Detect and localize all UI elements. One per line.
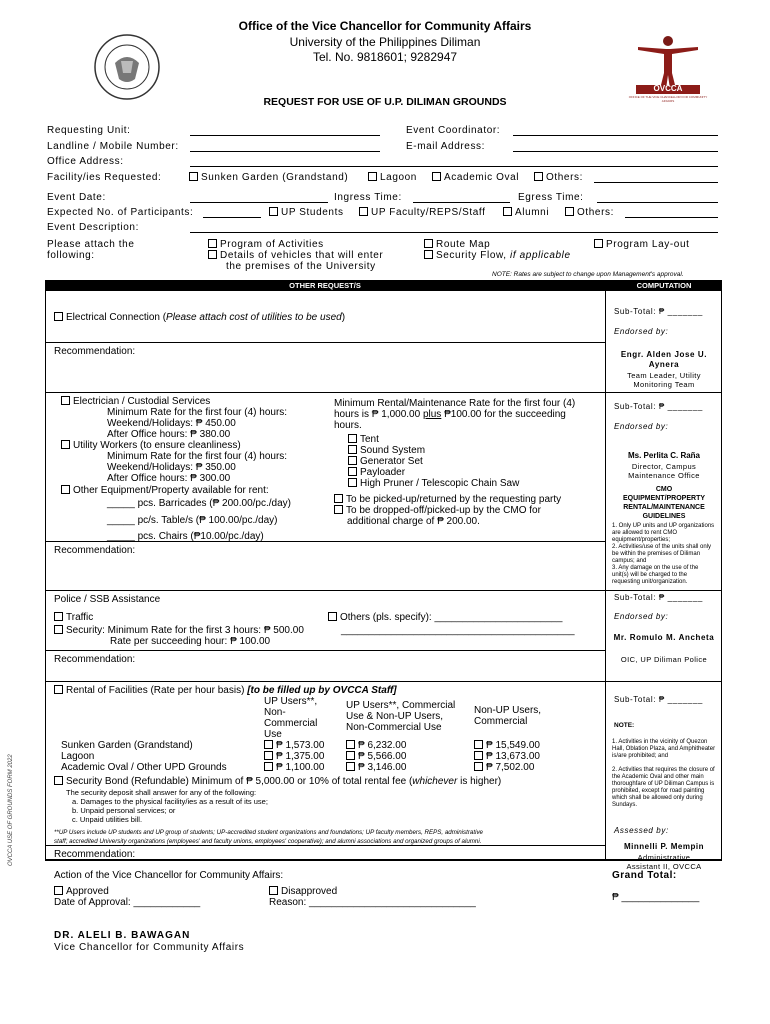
police-endorser-title: OIC, UP Diliman Police [620,655,708,664]
min-rental-2a: hours is ₱ 1,000.00 [334,409,423,420]
row-divider [45,650,605,651]
attach-program-label: Program of Activities [220,239,324,250]
ingress-input[interactable] [413,202,510,203]
attach-security-label: Security Flow, [436,250,507,261]
security-rate: Rate per succeeding hour: ₱ 100.00 [110,636,271,647]
assessor-title-2: Assistant II, OVCCA [626,862,702,871]
payloader-checkbox[interactable] [348,467,405,478]
police-endorsed-by: Endorsed by: [614,612,669,621]
checkbox-icon [424,239,433,248]
row-divider [45,845,605,846]
electrical-recommendation: Recommendation: [54,346,136,357]
security-checkbox[interactable] [54,625,304,636]
rental-rate-checkbox[interactable] [346,751,406,762]
cmo-guidelines-title-1: CMO [655,486,673,493]
signatory-name: DR. ALELI B. BAWAGAN [54,930,191,941]
facility-sunken-label: Sunken Garden (Grandstand) [201,172,349,183]
rental-rate: ₱ 1,573.00 [276,740,325,751]
chairs-line[interactable]: _____ pcs. Chairs (₱10.00/pc./day) [107,531,264,542]
other-equipment-checkbox[interactable] [61,485,269,496]
sound-label: Sound System [360,445,426,456]
rental-rate-checkbox[interactable] [346,762,406,773]
electrician-rate-3: After Office hours: ₱ 380.00 [107,429,231,440]
up-students-label: UP Students [281,207,344,218]
attach-route-label: Route Map [436,239,491,250]
rental-rate-checkbox[interactable] [346,740,406,751]
checkbox-icon [348,434,357,443]
telephone: Tel. No. 9818601; 9282947 [312,50,458,64]
police-others-label: Others (pls. specify): _______________________ [340,612,563,623]
rental-rate-checkbox[interactable] [474,762,534,773]
office-address-input[interactable] [190,166,718,167]
rental-rate: ₱ 1,100.00 [276,762,325,773]
up-faculty-checkbox[interactable] [359,207,486,218]
tent-label: Tent [360,434,379,445]
event-description-input[interactable] [190,232,718,233]
checkbox-icon [474,740,483,749]
checkbox-icon [61,440,70,449]
facility-others-input[interactable] [594,182,718,183]
security-label: Security: Minimum Rate for the first 3 hours: ₱ 500.00 [66,625,304,636]
checkbox-icon [348,467,357,476]
rental-rate: ₱ 6,232.00 [358,740,407,751]
checkbox-icon [269,886,278,895]
col1-header-c: Commercial [264,718,318,729]
security-bond-checkbox[interactable] [54,776,501,787]
signatory-title: Vice Chancellor for Community Affairs [54,942,245,953]
checkbox-icon [503,207,512,216]
up-faculty-label: UP Faculty/REPS/Staff [371,207,486,218]
traffic-checkbox[interactable] [54,612,93,623]
min-rental-3: hours. [334,420,362,431]
rates-note: NOTE: Rates are subject to change upon Management's approval. [492,271,684,278]
form-title: REQUEST FOR USE OF U.P. DILIMAN GROUNDS [263,96,507,108]
egress-label: Egress Time: [518,192,584,203]
row-divider [45,590,722,591]
rental-note-1: 1. Activities in the vicinity of Quezon Hall, Oblation Plaza, and Amphitheater is/are prohibited; and [612,739,716,759]
electrical-subtotal: Sub-Total: ₱ _______ [614,307,703,316]
cmo-guideline-2: 2. Activities/use of the units shall only be within the premises of Diliman campus; and [612,544,712,564]
checkbox-icon [424,250,433,259]
rental-rate: ₱ 7,502.00 [486,762,535,773]
cmo-guideline-3: 3. Any damage on the use of the unit(s) will be charged to the requesting unit/organization. [612,565,699,585]
rental-rate-checkbox[interactable] [264,751,324,762]
facility-oval-label: Academic Oval [444,172,520,183]
requesting-unit-label: Requesting Unit: [47,125,131,136]
attach-vehicles-checkbox[interactable] [208,250,383,261]
checkbox-icon [54,612,63,621]
participants-input[interactable] [203,217,261,218]
assessor-name: Minnelli P. Mempin [624,842,704,851]
security-bond-whichever: whichever [412,776,458,787]
electrical-endorser-name: Engr. Alden Jose U. Aynera [620,350,708,369]
attach-route-checkbox[interactable] [424,239,490,250]
participants-others-checkbox[interactable] [565,207,614,218]
rental-rate: ₱ 1,375.00 [276,751,325,762]
alumni-label: Alumni [515,207,550,218]
disapproved-checkbox[interactable] [269,886,337,897]
electrical-checkbox[interactable] [54,312,345,323]
utility-checkbox[interactable] [61,440,241,451]
row-divider [45,392,722,393]
rental-rate-checkbox[interactable] [474,751,540,762]
checkbox-icon [264,751,273,760]
checkbox-icon [432,172,441,181]
event-coordinator-label: Event Coordinator: [406,125,501,136]
col3-header-b: Commercial [474,716,528,727]
tent-checkbox[interactable] [348,434,379,445]
checkbox-icon [61,396,70,405]
landline-label: Landline / Mobile Number: [47,141,179,152]
checkbox-icon [54,312,63,321]
checkbox-icon [359,207,368,216]
equipment-recommendation: Recommendation: [54,545,136,556]
checkbox-icon [348,478,357,487]
attach-label: Please attach the following: [47,239,135,261]
event-date-input[interactable] [190,202,328,203]
up-users-footnote-2: staff; accredited University organizations (employees' and faculty unions, employees' cooperative); and alumni associations and organized groups of alumni. [54,838,482,845]
assessed-by: Assessed by: [614,826,669,835]
row-divider [45,681,722,682]
facility-sunken-checkbox[interactable] [189,172,348,183]
reason-field[interactable]: Reason: ______________________________ [269,897,476,908]
attach-layout-label: Program Lay-out [606,239,690,250]
logo-text: OVCCA [653,84,683,93]
rental-rate: ₱ 13,673.00 [486,751,540,762]
equipment-endorser-name: Ms. Perlita C. Raña [627,451,701,460]
approved-checkbox[interactable] [54,886,109,897]
cmo-guidelines-title-2: EQUIPMENT/PROPERTY [622,495,706,502]
police-others-checkbox[interactable] [328,612,562,623]
attach-layout-checkbox[interactable] [594,239,689,250]
checkbox-icon [208,239,217,248]
min-rental-2c: ₱100.00 for the succeeding [441,409,566,420]
col2-header-a: UP Users**, Commercial [346,700,456,711]
electrical-label: Electrical Connection ( [66,312,167,323]
dropoff-checkbox[interactable] [334,505,541,516]
cmo-guidelines-title-4: GUIDELINES [642,513,686,520]
utility-rate-1: Minimum Rate for the first four (4) hours: [107,451,288,462]
min-rental-1: Minimum Rental/Maintenance Rate for the first four (4) [334,398,576,409]
action-title: Action of the Vice Chancellor for Community Affairs: [54,870,284,881]
checkbox-icon [54,776,63,785]
assessor-title-1: Administrative [637,853,691,862]
deposit-line-3: b. Unpaid personal services; or [72,806,176,815]
col1-header-a: UP Users**, [264,696,318,707]
facility-others-checkbox[interactable] [534,172,583,183]
checkbox-icon [54,625,63,634]
checkbox-icon [346,751,355,760]
attach-program-checkbox[interactable] [208,239,324,250]
other-equipment-label: Other Equipment/Property available for rent: [73,485,269,496]
row-divider [45,342,605,343]
deposit-line-2: a. Damages to the physical facility/ies as a result of its use; [72,797,268,806]
facility-oval-checkbox[interactable] [432,172,519,183]
up-users-footnote-1: **UP Users include UP students and UP group of students; UP-accredited student organizations and foundations; UP faculty members, REPS, administrative [54,829,483,836]
dropoff-charge: additional charge of ₱ 200.00. [347,516,480,527]
electrical-endorser-title: Team Leader, Utility Monitoring Team [627,371,701,389]
rental-rate-checkbox[interactable] [474,740,540,751]
deposit-line-1: The security deposit shall answer for any of the following: [66,788,257,797]
rental-staff-note: [to be filled up by OVCCA Staff] [247,685,397,696]
pickup-label: To be picked-up/returned by the requesting party [346,494,562,505]
checkbox-icon [208,250,217,259]
pickup-checkbox[interactable] [334,494,561,505]
electrical-endorsed-by: Endorsed by: [614,327,669,336]
police-title: Police / SSB Assistance [54,594,161,605]
email-label: E-mail Address: [406,141,486,152]
checkbox-icon [534,172,543,181]
col1-header-d: Use [264,729,282,740]
email-input[interactable] [513,151,718,152]
checkbox-icon [61,485,70,494]
facility-others-label: Others: [546,172,583,183]
facility-lagoon-checkbox[interactable] [368,172,417,183]
checkbox-icon [346,740,355,749]
rental-row-name: Sunken Garden (Grandstand) [61,740,193,751]
rental-rate-checkbox[interactable] [264,740,324,751]
cmo-guidelines-title-3: RENTAL/MAINTENANCE [623,504,705,511]
checkbox-icon [368,172,377,181]
participants-label: Expected No. of Participants: [47,207,194,218]
ingress-label: Ingress Time: [334,192,402,203]
rental-checkbox[interactable] [54,685,397,696]
checkbox-icon [54,886,63,895]
min-rental-2 [334,409,566,420]
rental-row-name: Lagoon [61,751,95,762]
logo-subtext: OFFICE OF THE VICE CHANCELLOR FOR COMMUNITY AFFAIRS [628,95,708,103]
equipment-endorser-title-1: Director, Campus [631,462,697,471]
equipment-subtotal: Sub-Total: ₱ _______ [614,402,703,411]
sound-checkbox[interactable] [348,445,425,456]
attach-vehicles-label: Details of vehicles that will enter [220,250,384,261]
electrical-paren: ) [341,312,346,323]
police-endorser-name: Mr. Romulo M. Ancheta [613,633,715,642]
date-of-approval[interactable]: Date of Approval: ____________ [54,897,201,908]
office-title: Office of the Vice Chancellor for Community Affairs [238,19,532,33]
police-others-input[interactable]: __________________________________________ [341,625,575,636]
checkbox-icon [328,612,337,621]
checkbox-icon [54,685,63,694]
police-subtotal: Sub-Total: ₱ _______ [614,593,703,602]
col3-header-a: Non-UP Users, [474,705,542,716]
rental-recommendation: Recommendation: [54,849,136,860]
event-date-label: Event Date: [47,192,106,203]
university-name: University of the Philippines Diliman [289,35,481,49]
electrician-rate-1: Minimum Rate for the first four (4) hours: [107,407,288,418]
alumni-checkbox[interactable] [503,207,549,218]
grand-total-label: Grand Total: [612,870,677,881]
pruner-label: High Pruner / Telescopic Chain Saw [360,478,520,489]
dropoff-label: To be dropped-off/picked-up by the CMO for [346,505,541,516]
checkbox-icon [565,207,574,216]
participants-others-input[interactable] [625,217,718,218]
equipment-endorser-title-2: Maintenance Office [628,471,700,480]
grand-total-value[interactable]: ₱ ______________ [612,892,700,903]
checkbox-icon [474,751,483,760]
participants-others-label: Others: [577,207,614,218]
approved-label: Approved [66,886,109,897]
rental-rate: ₱ 3,146.00 [358,762,407,773]
electrical-note: Please attach cost of utilities to be used [166,312,342,323]
attach-security-checkbox[interactable] [424,250,571,261]
facility-lagoon-label: Lagoon [380,172,417,183]
if-applicable-text: if applicable [510,250,571,261]
rental-row-name: Academic Oval / Other UPD Grounds [61,762,227,773]
utility-label: Utility Workers (to ensure cleanliness) [73,440,241,451]
disapproved-label: Disapproved [281,886,338,897]
event-description-label: Event Description: [47,222,139,233]
event-coordinator-input[interactable] [513,135,718,136]
checkbox-icon [348,445,357,454]
electrician-label: Electrician / Custodial Services [73,396,211,407]
electrician-checkbox[interactable] [61,396,210,407]
col2-header-b: Use & Non-UP Users, [346,711,444,722]
other-requests-title: OTHER REQUEST/S [289,281,361,290]
rental-rate-checkbox[interactable] [264,762,324,773]
checkbox-icon [348,456,357,465]
egress-input[interactable] [597,202,718,203]
checkbox-icon [264,740,273,749]
pruner-checkbox[interactable] [348,478,519,489]
barricades-line[interactable]: _____ pcs. Barricades (₱ 200.00/pc./day) [107,498,291,509]
checkbox-icon [474,762,483,771]
checkbox-icon [189,172,198,181]
checkbox-icon [594,239,603,248]
col2-header-c: Non-Commercial Use [346,722,442,733]
checkbox-icon [264,762,273,771]
generator-checkbox[interactable] [348,456,423,467]
checkbox-icon [334,494,343,503]
equipment-endorsed-by: Endorsed by: [614,422,669,431]
rental-note-title: NOTE: [614,722,635,729]
checkbox-icon [269,207,278,216]
landline-input[interactable] [190,151,380,152]
attach-vehicles-label-2: the premises of the University [226,261,376,272]
col1-header-b: Non- [264,707,286,718]
police-recommendation: Recommendation: [54,654,136,665]
generator-label: Generator Set [360,456,423,467]
min-rental-plus: plus [422,409,442,420]
office-address-label: Office Address: [47,156,124,167]
rental-rate: ₱ 5,566.00 [358,751,407,762]
deposit-line-4: c. Unpaid utilities bill. [72,815,143,824]
checkbox-icon [334,505,343,514]
rental-rate: ₱ 15,549.00 [486,740,540,751]
cmo-guideline-1: 1. Only UP units and UP organizations are allowed to rent CMO equipment/properties; [612,523,715,543]
rental-note-2: 2. Activities that requires the closure of the Academic Oval and other main thoroughfare of UP Diliman Campus is prohibited, except for road painting which shall be allowed only during Sundays. [612,767,715,808]
checkbox-icon [346,762,355,771]
form-code: OVCCA USE OF GROUNDS FORM 2022 [8,754,14,866]
utility-rate-2: Weekend/Holidays: ₱ 350.00 [107,462,236,473]
payloader-label: Payloader [360,467,406,478]
rental-subtotal: Sub-Total: ₱ _______ [614,695,703,704]
utility-rate-3: After Office hours: ₱ 300.00 [107,473,231,484]
security-bond-label: Security Bond (Refundable) Minimum of ₱ 5,000.00 or 10% of total rental fee ( [66,776,413,787]
security-bond-end: is higher) [457,776,502,787]
computation-title: COMPUTATION [636,281,692,290]
electrician-rate-2: Weekend/Holidays: ₱ 450.00 [107,418,236,429]
traffic-label: Traffic [66,612,94,623]
rental-title: Rental of Facilities (Rate per hour basis) [66,685,248,696]
column-divider [605,280,606,860]
requesting-unit-input[interactable] [190,135,380,136]
facilities-label: Facility/ies Requested: [47,172,162,183]
up-students-checkbox[interactable] [269,207,344,218]
tables-line[interactable]: _____ pc/s. Table/s (₱ 100.00/pc./day) [107,515,278,526]
